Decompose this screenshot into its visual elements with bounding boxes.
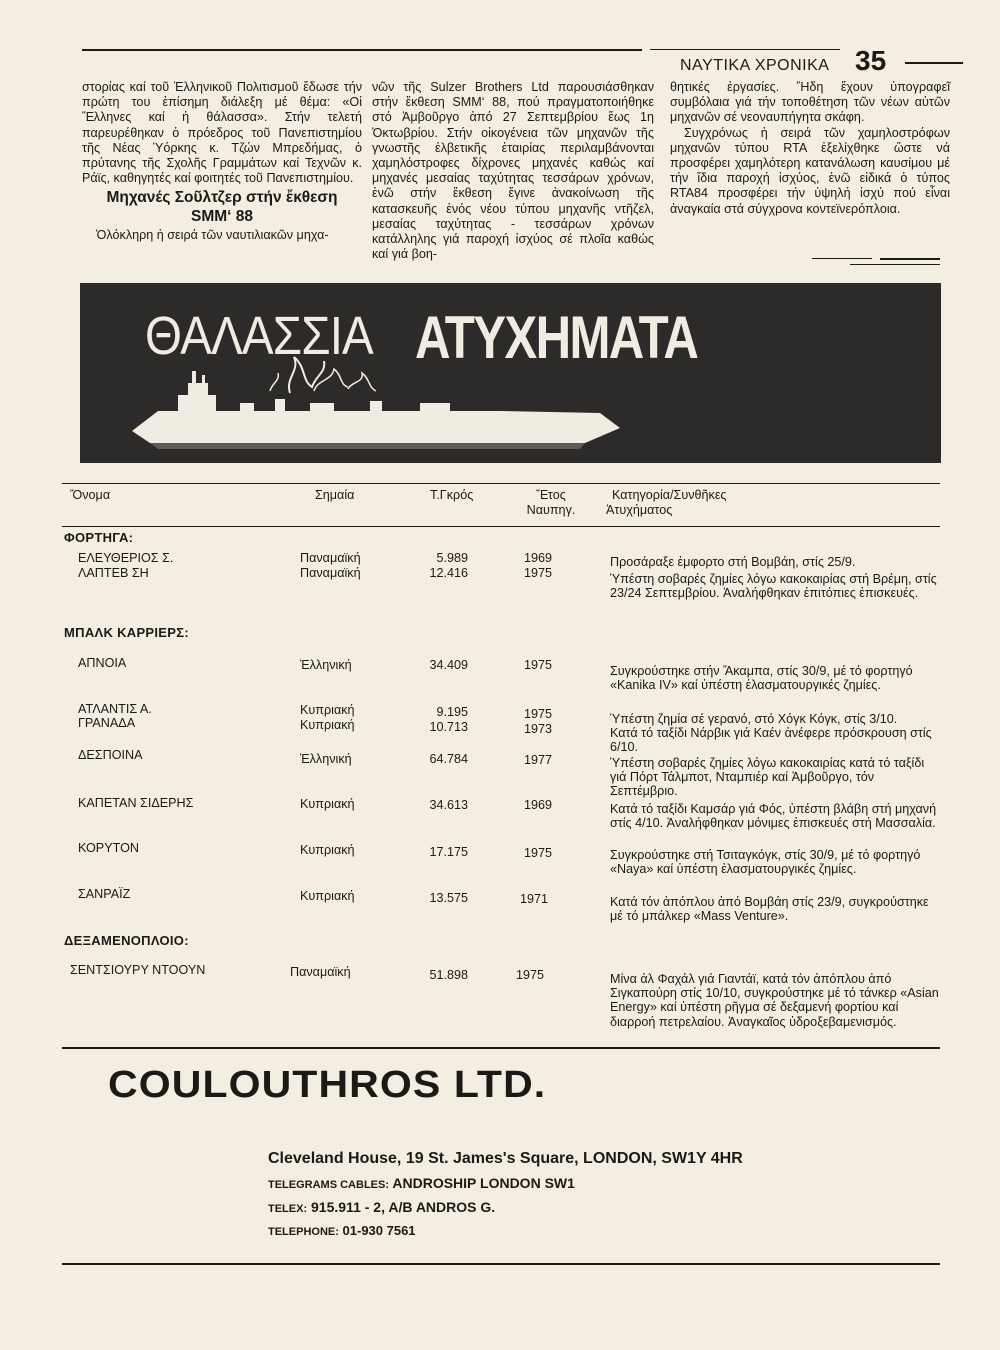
row-9-flag: Παναμαϊκή — [290, 965, 351, 979]
col3-paragraph-1: θητικές ἐργασίες. Ἤδη ἔχουν ὑπογραφεῖ συμβόλαια γιά τήν τοποθέτηση τῶν νέων αὐτῶν μηχανῶν σέ νεοναυπήγητα σκάφη. — [670, 80, 950, 125]
row-2-flag: Ἑλληνική — [300, 658, 352, 672]
row-8-grt: 13.575 — [429, 891, 468, 905]
article-subhead — [82, 188, 362, 226]
row-4-desc: Κατά τό ταξίδι Νάρβικ γιά Καέν ἀνέφερε πρόσκρουση στίς 6/10. — [610, 726, 932, 755]
row-2-desc: Συγκρούστηκε στήν Ἄκαμπα, στίς 30/9, μέ τό φορτηγό «Kanika IV» καί ὑπέστη ἐλασματουργικές ζημίες. — [610, 664, 913, 693]
magazine-title: ΝΑΥΤΙΚΑ ΧΡΟΝΙΚΑ — [680, 57, 830, 74]
row-0-flag: Παναμαϊκή — [300, 551, 361, 565]
row-2-name: ΑΠΝΟΙΑ — [78, 656, 127, 670]
ad-company-name: COULOUTHROS LTD. — [108, 1064, 547, 1106]
row-8-name: ΣΑΝΡΑΪΖ — [78, 887, 131, 901]
row-9-grt: 51.898 — [429, 968, 468, 982]
row-9-desc: Μίνα ἀλ Φαχάλ γιά Γιαντάϊ, κατά τόν ἀπόπλου ἀπό Σιγκαπούρη στίς 10/10, συγκρούστηκε μέ τό τάνκερ «Asian Energy» καί ὑπέστη ρῆγμα σέ δεξαμενή φορτίου καί διαρροή πετρελαίου. Ἀναγκαῖος ὑδροξεβαμενισμός. — [610, 972, 939, 1029]
row-1-desc: Ὑπέστη σοβαρές ζημίες λόγω κακοκαιρίας στή Βρέμη, στίς 23/24 Σεπτεμβρίου. Ἀναλήφθηκαν ἐπιτόπιες ἐπισκευές. — [610, 572, 937, 601]
row-3-flag: Κυπριακή — [300, 703, 355, 717]
row-5-desc: Ὑπέστη σοβαρές ζημίες λόγω κακοκαιρίας κατά τό ταξίδι γιά Πόρτ Τάλμποτ, Νταμπιέρ καί Ἀμβοῦργο, τόν Σεπτέμβριο. — [610, 756, 925, 799]
header-rule-pagenum — [905, 62, 963, 64]
ad-telex-value: 915.911 - 2, A/B ANDROS G. — [311, 1199, 496, 1215]
row-5-name: ΔΕΣΠΟΙΝΑ — [78, 748, 143, 762]
row-7-grt: 17.175 — [429, 845, 468, 859]
row-5-year: 1977 — [524, 753, 553, 767]
row-0-name: ΕΛΕΥΘΕΡΙΟΣ Σ. — [78, 551, 174, 565]
row-3-desc: Ὑπέστη ζημία σέ γερανό, στό Χόγκ Κόγκ, στίς 3/10. — [610, 712, 898, 726]
row-9-year: 1975 — [516, 968, 545, 982]
row-7-year: 1975 — [524, 846, 553, 860]
row-0-year: 1969 — [524, 551, 553, 565]
row-4-grt: 10.713 — [429, 720, 468, 734]
ad-telephone-label: TELEPHONE: — [268, 1226, 339, 1238]
banner-title-light: ΘΑΛΑΣΣΙΑ — [145, 306, 373, 366]
row-8-flag: Κυπριακή — [300, 889, 355, 903]
row-7-name: ΚΟΡΥΤΟΝ — [78, 841, 139, 855]
article-column-3 — [670, 80, 950, 217]
column-end-rule-2 — [880, 258, 940, 260]
column-header-flag: Σημαία — [315, 488, 355, 502]
subhead-line-2: SMM‘ 88 — [190, 208, 253, 226]
row-2-year: 1975 — [524, 658, 553, 672]
row-2-grt: 34.409 — [429, 658, 468, 672]
table-top-rule — [62, 483, 940, 484]
article-column-1 — [82, 80, 362, 244]
column-end-rule-3 — [850, 264, 940, 265]
row-8-desc: Κατά τόν ἀπόπλου ἀπό Βομβάη στίς 23/9, συγκρούστηκε μέ τό μπάλκερ «Mass Venture». — [610, 895, 929, 924]
column-end-rule-1 — [812, 258, 872, 259]
table-header-rule — [62, 526, 940, 527]
row-4-year: 1973 — [524, 722, 553, 736]
column-header-year-line2: Ναυπηγ. — [526, 503, 576, 517]
ad-bottom-rule — [62, 1263, 940, 1265]
burning-ship-illustration — [80, 283, 941, 463]
header-rule-left — [82, 49, 642, 51]
row-7-desc: Συγκρούστηκε στή Τσιταγκόγκ, στίς 30/9, μέ τό φορτηγό «Naya» καί ὑπέστη ἐλασματουργικές ζημίες. — [610, 848, 921, 877]
row-0-desc: Προσάραξε ἐμφορτο στή Βομβάη, στίς 25/9. — [610, 555, 856, 569]
accidents-banner — [80, 283, 941, 463]
row-6-name: ΚΑΠΕΤΑΝ ΣΙΔΕΡΗΣ — [78, 796, 194, 810]
ad-top-rule — [62, 1047, 940, 1049]
col3-paragraph-2: Συγχρόνως ἡ σειρά τῶν χαμηλοστρόφων μηχανῶν τύπου RTA ἐξελίχθηκε ὥστε νά προσφέρει χαμηλότερη κατανάλωση καυσίμου μέ τήν ἴδια παροχή ἰσχύος, ἐνῶ εἰδικά ὁ τύπος RTA84 προσφέρει τήν ὑψηλή ἰσχύ πού εἶναι ἀναγκαία στά σύγχρονα κοντεϊνερόπλοια. — [670, 125, 950, 216]
row-6-grt: 34.613 — [429, 798, 468, 812]
page-number: 35 — [855, 45, 887, 76]
row-4-name: ΓΡΑΝΑΔΑ — [78, 716, 136, 730]
row-5-flag: Ἑλληνική — [300, 752, 352, 766]
row-6-desc: Κατά τό ταξίδι Καμσάρ γιά Φός, ὑπέστη βλάβη στή μηχανή στίς 4/10. Ἀναλήφθηκαν μόνιμες ἐπισκευές στή Μασσαλία. — [610, 802, 937, 831]
row-0-grt: 5.989 — [436, 551, 468, 565]
ad-telex-label: TELEX: — [268, 1203, 308, 1215]
ad-telegrams-value: ANDROSHIP LONDON SW1 — [392, 1175, 575, 1191]
row-1-flag: Παναμαϊκή — [300, 566, 361, 580]
col1-end: Ὁλόκληρη ἡ σειρά τῶν ναυτιλιακῶν μηχα- — [96, 228, 329, 243]
col1-paragraph: στορίας καί τοῦ Ἑλληνικοῦ Πολιτισμοῦ ἔδωσε τήν πρώτη του ἐπίσημη διάλεξη μέ θέμα: «Οἱ Ἕλληνες καί ἡ θάλασσα». Στήν τελετή παρευρέθηκαν ὁ πρόεδρος τοῦ Πανεπιστημίου τῆς Νέας Ὑόρκης κ. Τζών Μπρεδήμας, ὁ πρύτανης τῆς Σχολῆς Γραμμάτων καί Τεχνῶν κ. Ράϊς, καθηγητές καί φοιτητές τοῦ Πανεπιστημίου. — [82, 80, 362, 186]
category-cargo: ΦΟΡΤΗΓΑ: — [64, 530, 134, 545]
ad-telephone-value: 01-930 7561 — [342, 1223, 416, 1238]
ad-telegrams — [268, 1175, 575, 1191]
col2-paragraph: νῶν τῆς Sulzer Brothers Ltd παρουσιάσθηκαν στήν ἔκθεση SMM‘ 88, πού πραγματοποιήθηκε στό Ἀμβοῦργο ἀπό 27 Σεπτεμβρίου ἕως 1η Ὀκτωβρίου. Στήν οἰκογένεια τῶν μηχανῶν τῆς γνωστῆς ἐλβετικῆς ἑταιρίας περιλαμβάνονται χαμηλόστροφες δίχρονες μηχανές καθώς καί μηχανές μεσαίας ταχύτητας τεσσάρων χρόνων, ἐνῶ στήν ἔκθεση ἔγινε ἀνακοίνωση τῆς κατασκευῆς ἑνός νέου τύπου μηχανῆς ντῆζελ, μεσαίας ταχύτητας - τεσσάρων χρόνων κατάλληλης γιά παροχή ἰσχύος σέ πλοῖα καθώς καί γιά βοη- — [372, 80, 654, 262]
ad-address: Cleveland House, 19 St. James's Square, LONDON, SW1Y 4HR — [268, 1150, 743, 1167]
column-header-grt: Τ.Γκρός — [430, 488, 474, 502]
ad-telegrams-label: TELEGRAMS CABLES: — [268, 1179, 389, 1191]
row-7-flag: Κυπριακή — [300, 843, 355, 857]
category-bulk-carriers: ΜΠΑΛΚ ΚΑΡΡΙΕΡΣ: — [64, 625, 189, 640]
header-rule-right — [650, 49, 840, 50]
column-header-category-line2: Ἀτυχήματος — [606, 503, 673, 517]
ad-telex — [268, 1199, 495, 1215]
article-column-2 — [372, 80, 654, 262]
row-1-name: ΛΑΠΤΕΒ ΣΗ — [78, 566, 149, 580]
row-1-grt: 12.416 — [429, 566, 468, 580]
column-header-category-line1: Κατηγορία/Συνθῆκες — [612, 488, 727, 502]
row-3-name: ΑΤΛΑΝΤΙΣ Α. — [78, 702, 152, 716]
row-3-grt: 9.195 — [436, 705, 468, 719]
row-1-year: 1975 — [524, 566, 553, 580]
row-9-name: ΣΕΝΤΣΙΟΥΡΥ ΝΤΟΟΥΝ — [70, 963, 206, 977]
column-header-name: Ὄνομα — [70, 488, 111, 502]
column-header-year-line1: Ἔτος — [536, 488, 566, 502]
ad-telephone — [268, 1223, 416, 1238]
subhead-line-1: Μηχανές Σοῦλτζερ στήν ἔκθεση — [106, 189, 338, 207]
row-3-year: 1975 — [524, 707, 553, 721]
row-4-flag: Κυπριακή — [300, 718, 355, 732]
column-header-category — [606, 488, 727, 518]
row-8-year: 1971 — [520, 892, 549, 906]
column-header-year — [516, 488, 586, 518]
banner-title-bold: ΑΤΥΧΗΜΑΤΑ — [415, 304, 698, 371]
category-tanker: ΔΕΞΑΜΕΝΟΠΛΟΙΟ: — [64, 933, 189, 948]
row-6-flag: Κυπριακή — [300, 797, 355, 811]
row-6-year: 1969 — [524, 798, 553, 812]
row-5-grt: 64.784 — [429, 752, 468, 766]
